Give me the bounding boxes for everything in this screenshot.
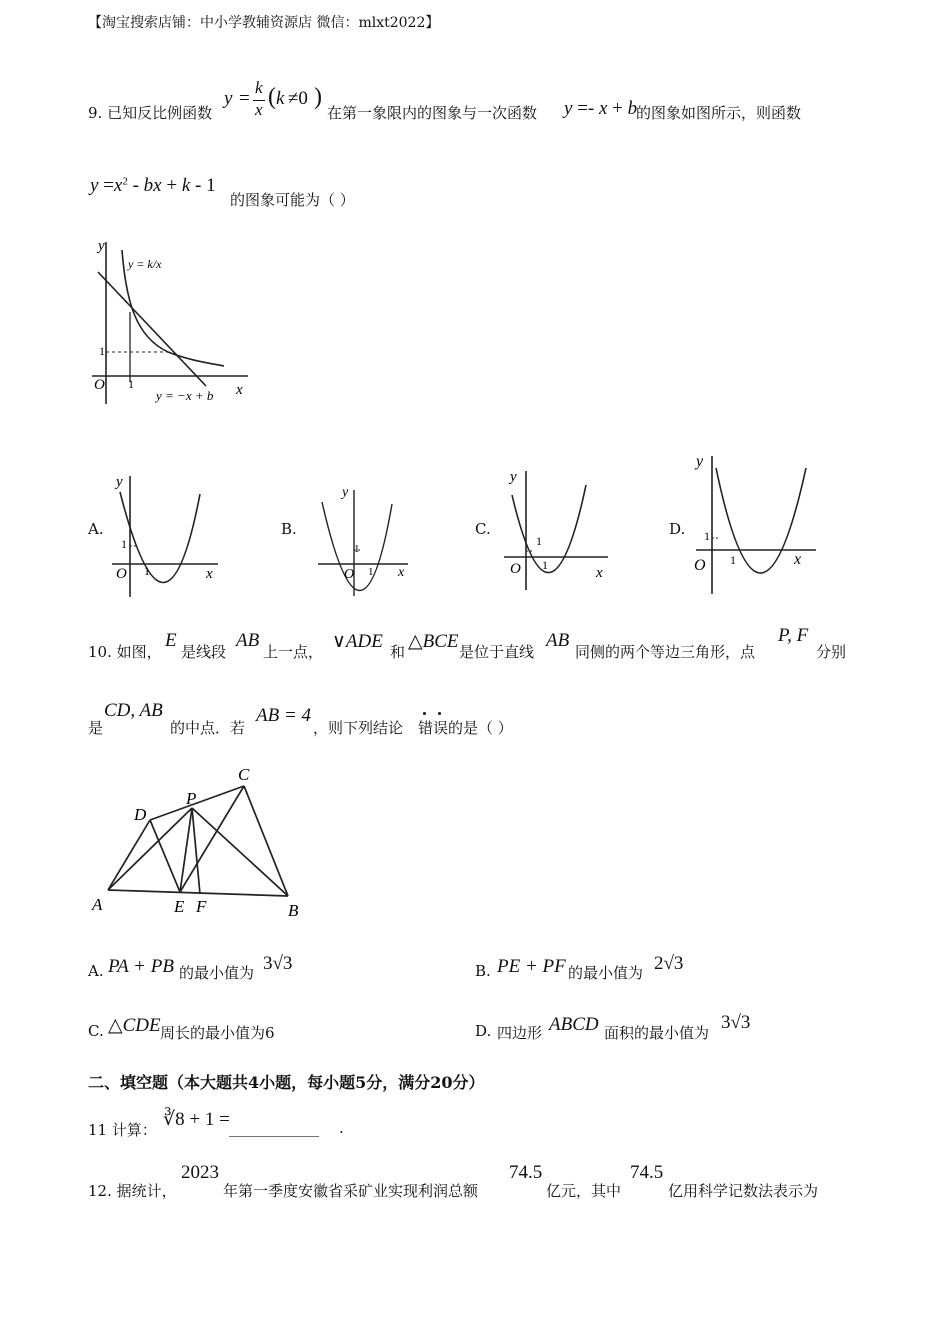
q10-option-b-math: PE + PF — [497, 956, 566, 977]
q9-option-b-origin: O — [344, 567, 355, 582]
q12-number: 12. 据统计， — [88, 1182, 177, 1200]
q10-option-b-label[interactable]: B. — [475, 962, 491, 980]
q9-option-c-parabola — [512, 485, 586, 573]
q9-option-d-y: y — [696, 453, 704, 470]
q10-option-a-math: PA + PB — [108, 956, 174, 977]
q10-cd-ab: CD, AB — [104, 700, 163, 721]
q9-figure — [88, 232, 258, 412]
q9-option-c-label[interactable]: C. — [475, 520, 491, 538]
q9-option-a-x: x — [206, 566, 213, 582]
q10-text: 同侧的两个等边三角形，点 — [575, 643, 756, 661]
q9-fig-one-x: 1 — [128, 377, 134, 391]
q12-text: 亿用科学记数法表示为 — [668, 1182, 819, 1200]
q9-option-d-origin: O — [694, 557, 706, 574]
q12-year: 2023 — [181, 1162, 219, 1183]
q10-text: 上一点， — [263, 643, 324, 661]
q9-fig-curve-label: y = k/x — [128, 257, 162, 271]
q10-option-a-label[interactable]: A. — [88, 962, 104, 980]
q10-number: 10. 如图， — [88, 643, 162, 661]
q10-fig-e: E — [174, 897, 185, 916]
q10-option-b-value: 2√3 — [654, 953, 684, 974]
q9-fig-origin: O — [94, 377, 105, 393]
q10-fig-a: A — [92, 895, 103, 914]
q10-fig-c: C — [238, 765, 250, 784]
q11-end: . — [339, 1119, 344, 1137]
q9-option-b-graph[interactable] — [310, 478, 415, 603]
q9-formula-quadratic: $y =x^2$ - bx + k - 1 — [90, 175, 216, 196]
q9-option-c-tick-x: 1 — [542, 558, 548, 572]
q10-text: 是 — [88, 719, 104, 737]
q9-option-a-label[interactable]: A. — [88, 520, 104, 538]
q10-text: 是位于直线 — [459, 643, 535, 661]
q9-formula-linear: y =- x + b — [564, 98, 638, 119]
q9-formula-inverse: y = k x ( k ≠0 ) — [224, 78, 322, 119]
q10-text: 的是（ ） — [448, 719, 513, 737]
q12-amount: 74.5 — [509, 1162, 543, 1183]
q10-option-d-label[interactable]: D. — [475, 1022, 492, 1040]
q10-option-c-text: 周长的最小值为6 — [160, 1024, 275, 1042]
q10-fig-d: D — [134, 805, 147, 824]
q10-fig-b: B — [288, 901, 299, 920]
q9-text-mid: 在第一象限内的图象与一次函数 — [327, 104, 538, 122]
q12-amount: 74.5 — [630, 1162, 664, 1183]
q10-option-b-text: 的最小值为 — [568, 964, 644, 982]
q9-option-c-y: y — [510, 469, 517, 485]
q11-answer-blank[interactable]: ____________ — [229, 1119, 319, 1137]
q9-option-c-tick-y: 1 — [536, 534, 542, 548]
q9-option-d-tick-y: 1 — [704, 529, 710, 543]
q9-option-d-label[interactable]: D. — [669, 520, 686, 538]
q12-text: 亿元，其中 — [546, 1182, 622, 1200]
emphasis-dot — [438, 712, 441, 715]
q9-option-a-origin: O — [116, 566, 127, 582]
q10-emphasis: 错误 — [418, 719, 449, 737]
q11-expression: ∛8 + 1 = — [163, 1109, 230, 1130]
q10-e: E — [165, 630, 177, 651]
q10-text: 和 — [390, 643, 406, 661]
q9-fig-one-y: 1 — [99, 344, 105, 358]
q9-option-c-graph[interactable] — [500, 465, 615, 595]
q10-ab: AB — [546, 630, 570, 651]
q10-tri-ade: ∨ADE — [332, 631, 383, 652]
q10-fig-f: F — [196, 897, 207, 916]
q9-option-a-tick-y: 1 — [121, 537, 127, 551]
q9-option-a-graph[interactable] — [110, 472, 225, 602]
q10-ab-eq: AB = 4 — [256, 705, 312, 726]
q12-text: 年第一季度安徽省采矿业实现利润总额 — [223, 1182, 479, 1200]
q10-option-a-text: 的最小值为 — [179, 964, 255, 982]
emphasis-dot — [423, 712, 426, 715]
q9-option-b-tick-y: 1 — [354, 543, 360, 555]
q9-option-b-label[interactable]: B. — [281, 520, 297, 538]
q10-option-a-value: 3√3 — [263, 953, 293, 974]
q9-fig-x-label: x — [236, 382, 243, 398]
q9-option-b-x: x — [398, 565, 405, 580]
q10-text: 是线段 — [181, 643, 227, 661]
q10-option-c-label[interactable]: C. — [88, 1022, 104, 1040]
q9-option-d-tick-x: 1 — [730, 553, 736, 567]
section-title: 二、填空题（本大题共4小题，每小题5分，满分20分） — [88, 1073, 485, 1092]
q9-option-c-x: x — [596, 565, 603, 581]
q9-option-a-tick-x: 1 — [144, 564, 150, 578]
q9-option-c-origin: O — [510, 561, 521, 577]
q9-fig-line — [98, 272, 206, 386]
q9-option-a-y: y — [116, 474, 123, 490]
q10-text: 的中点．若 — [170, 719, 246, 737]
q10-option-d-text-pre: 四边形 — [497, 1024, 543, 1042]
q9-fig-y-label: y — [98, 238, 105, 254]
q9-option-b-tick-x: 1 — [368, 566, 374, 578]
q9-option-d-x: x — [794, 551, 802, 568]
q9-number: 9. 已知反比例函数 — [88, 104, 213, 122]
q10-fig-p: P — [186, 789, 197, 808]
q10-option-d-text: 面积的最小值为 — [604, 1024, 710, 1042]
q10-figure — [88, 760, 313, 930]
q9-option-b-y: y — [342, 485, 349, 500]
q9-text-tail: 的图象可能为（ ） — [230, 191, 355, 209]
q10-option-d-math: ABCD — [549, 1014, 599, 1035]
q10-tri-bce: △BCE — [408, 631, 459, 652]
q9-text-end: 的图象如图所示，则函数 — [636, 104, 802, 122]
q9-option-a-parabola — [120, 492, 200, 583]
q9-option-d-graph[interactable] — [690, 448, 820, 598]
q10-text: ，则下列结论 — [313, 719, 404, 737]
q11-number: 11 计算： — [88, 1121, 157, 1139]
header-watermark: 【淘宝搜索店铺：中小学教辅资源店 微信：mlxt2022】 — [88, 15, 440, 31]
q10-option-d-value: 3√3 — [721, 1012, 751, 1033]
q10-ab: AB — [236, 630, 260, 651]
q10-option-c-math: △CDE — [108, 1015, 161, 1036]
q9-fig-line-label: y = −x + b — [156, 388, 214, 403]
q10-text: 分别 — [816, 643, 847, 661]
q10-pf: P, F — [778, 625, 809, 646]
